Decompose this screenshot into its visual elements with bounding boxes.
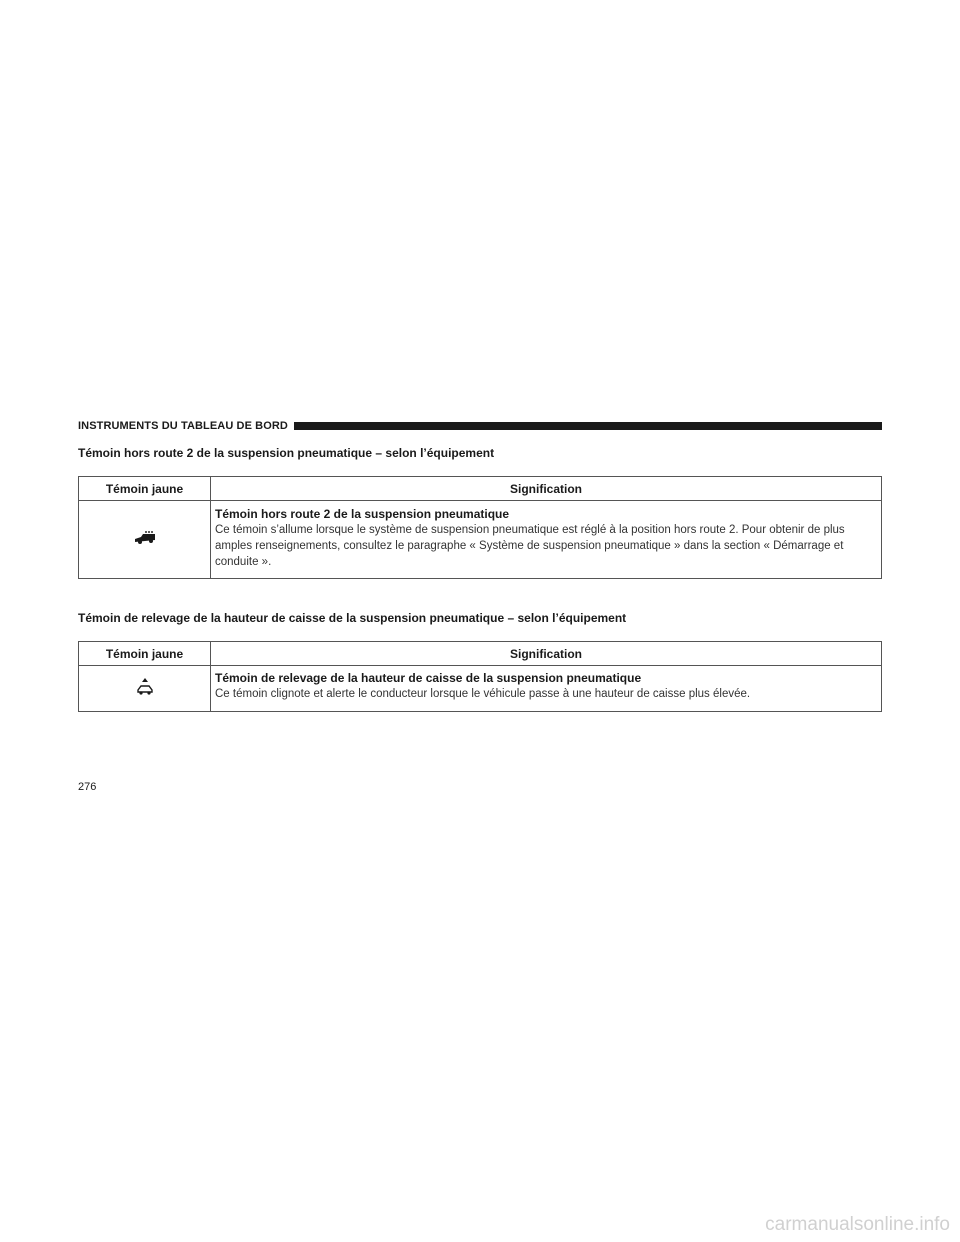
watermark: carmanualsonline.info	[765, 1214, 950, 1235]
running-header-text: INSTRUMENTS DU TABLEAU DE BORD	[78, 420, 288, 432]
column-header-indicator: Témoin jaune	[79, 477, 211, 501]
meaning-body: Ce témoin clignote et alerte le conducteur lorsque le véhicule passe à une hauteur de caisse plus élevée.	[215, 688, 751, 700]
page-number: 276	[78, 781, 97, 793]
running-header	[78, 419, 882, 433]
table-row	[79, 501, 882, 579]
ride-height-raise-icon	[135, 678, 155, 696]
table-header-row	[79, 642, 882, 666]
table-row	[79, 666, 882, 712]
table-header-row	[79, 477, 882, 501]
meaning-title: Témoin de relevage de la hauteur de caisse de la suspension pneumatique	[215, 671, 642, 685]
meaning-title: Témoin hors route 2 de la suspension pneumatique	[215, 507, 510, 521]
indicator-icon-cell	[79, 666, 211, 712]
meaning-body: Ce témoin s’allume lorsque le système de suspension pneumatique est réglé à la position hors route 2. Pour obtenir de plus amples renseignements, consultez le paragraphe « Système de suspension pneumatique » dans la section « Démarrage et conduite ».	[215, 524, 845, 568]
column-header-meaning: Signification	[211, 642, 882, 666]
column-header-meaning: Signification	[211, 477, 882, 501]
indicator-table-off-road-2	[78, 476, 882, 579]
section-title-ride-height-raise: Témoin de relevage de la hauteur de caisse de la suspension pneumatique – selon l’équipement	[78, 611, 627, 625]
indicator-table-ride-height-raise	[78, 641, 882, 712]
meaning-cell	[211, 666, 882, 712]
column-header-indicator: Témoin jaune	[79, 642, 211, 666]
off-road-2-air-suspension-icon	[133, 531, 157, 545]
meaning-cell	[211, 501, 882, 579]
indicator-icon-cell	[79, 501, 211, 579]
running-header-rule	[294, 422, 882, 430]
section-title-off-road-2: Témoin hors route 2 de la suspension pneumatique – selon l’équipement	[78, 446, 495, 460]
